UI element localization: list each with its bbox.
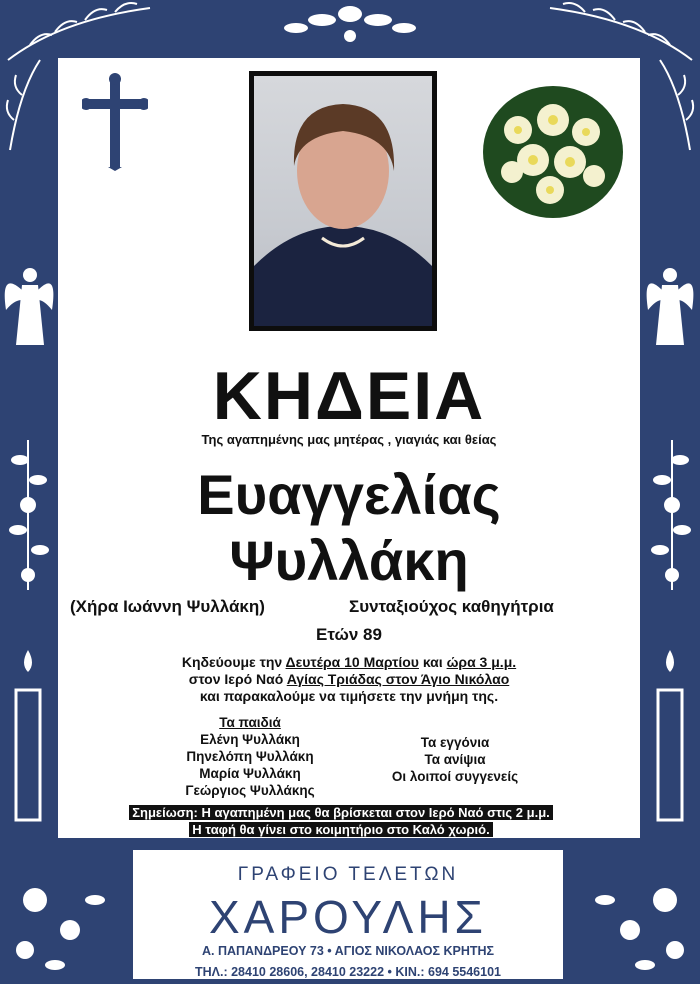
agency-phones: ΤΗΛ.: 28410 28606, 28410 23222 • ΚΙΝ.: 694 5546101 — [195, 965, 501, 979]
funeral-time: ώρα 3 μ.μ. — [446, 654, 517, 670]
children-label: Τα παιδιά — [219, 715, 281, 730]
age: Ετών 89 — [316, 625, 382, 644]
floral-icon-right — [651, 440, 691, 590]
portrait-image — [254, 76, 432, 326]
child-name: Μαρία Ψυλλάκη — [199, 766, 301, 781]
deceased-last-name: Ψυλλάκη — [229, 529, 469, 592]
floral-icon-bottom-right — [595, 888, 684, 970]
cross-icon — [82, 73, 148, 171]
intro-line: Της αγαπημένης μας μητέρας , γιαγιάς και θείας — [201, 432, 497, 447]
child-name: Γεώργιος Ψυλλάκης — [185, 783, 315, 798]
other-mourners — [370, 734, 540, 785]
floral-icon-left — [9, 440, 49, 590]
mourner-group: Τα ανίψια — [424, 752, 486, 767]
note-box — [98, 804, 584, 838]
flower-bouquet-icon — [478, 80, 628, 225]
children-list — [150, 714, 350, 799]
note-line-1: Σημείωση: Η αγαπημένη μας θα βρίσκεται στον Ιερό Ναό στις 2 μ.μ. — [129, 805, 553, 820]
funeral-line-1: Κηδεύουμε την Δευτέρα 10 Μαρτίου και ώρα 3 μ.μ. — [181, 654, 517, 670]
angel-icon-right — [647, 268, 694, 345]
funeral-date: Δευτέρα 10 Μαρτίου — [285, 654, 419, 670]
widow-of: (Χήρα Ιωάννη Ψυλλάκη) — [70, 597, 265, 616]
notice-title: ΚΗΔΕΙΑ — [212, 358, 486, 434]
agency-name: ΧΑΡΟΥΛΗΣ — [209, 891, 487, 943]
profession: Συνταξιούχος καθηγήτρια — [349, 597, 554, 616]
child-name: Πηνελόπη Ψυλλάκη — [186, 749, 314, 764]
angel-icon-left — [5, 268, 54, 345]
deceased-first-name: Ευαγγελίας — [197, 463, 501, 526]
mourner-group: Οι λοιποί συγγενείς — [391, 769, 519, 784]
note-line-2: Η ταφή θα γίνει στο κοιμητήριο στο Καλό χωριό. — [189, 822, 492, 837]
portrait-photo — [249, 71, 437, 331]
agency-label: ΓΡΑΦΕΙΟ ΤΕΛΕΤΩΝ — [237, 864, 459, 885]
child-name: Ελένη Ψυλλάκη — [200, 732, 300, 747]
candle-icon-left — [16, 650, 40, 820]
portrait-silhouette — [254, 76, 432, 326]
candle-icon-right — [658, 650, 682, 820]
top-center-floral-icon — [284, 6, 416, 42]
agency-address: Α. ΠΑΠΑΝΔΡΕΟΥ 73 • ΑΓΙΟΣ ΝΙΚΟΛΑΟΣ ΚΡΗΤΗΣ — [201, 944, 495, 958]
funeral-line-3: και παρακαλούμε να τιμήσετε την μνήμη της. — [199, 688, 499, 704]
floral-icon-bottom-left — [16, 888, 105, 970]
church-name: Αγίας Τριάδας στον Άγιο Νικόλαο — [286, 671, 510, 687]
funeral-agency-box — [128, 845, 568, 984]
mourner-group: Τα εγγόνια — [420, 735, 490, 750]
funeral-line-2: στον Ιερό Ναό Αγίας Τριάδας στον Άγιο Νικόλαο — [188, 671, 510, 687]
funeral-details — [58, 654, 640, 705]
